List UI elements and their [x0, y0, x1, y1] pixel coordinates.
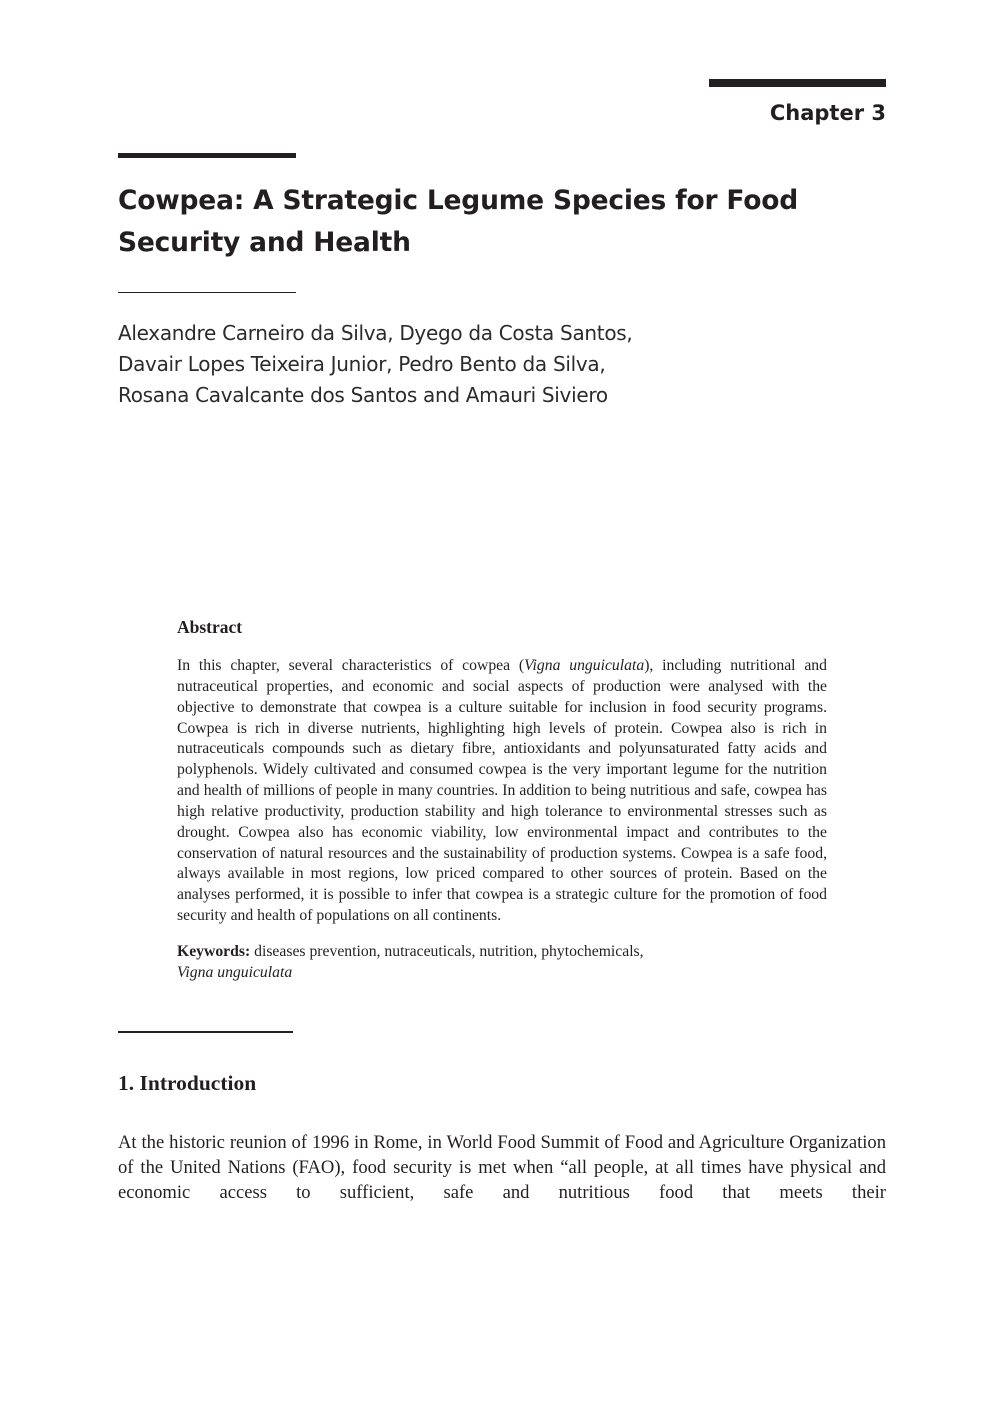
title-top-rule — [118, 153, 296, 158]
section-heading: 1. Introduction — [118, 1071, 257, 1095]
introduction-paragraph: At the historic reunion of 1996 in Rome, in World Food Summit of Food and Agriculture Organization of the United Nations (FAO), food security is met when “all people, at all times have physical and economic access to sufficient, safe and nutritious food that meets their — [118, 1132, 886, 1203]
author-line: Rosana Cavalcante dos Santos and Amauri Siviero — [118, 383, 608, 407]
chapter-title: Cowpea: A Strategic Legume Species for Food Security and Health — [118, 185, 798, 258]
title-bottom-rule — [118, 292, 296, 293]
author-line: Davair Lopes Teixeira Junior, Pedro Bento da Silva, — [118, 352, 606, 376]
abstract-text-rest: ), including nutritional and nutraceutical properties, and economic and social aspects of production were analysed with the objective to demonstrate that cowpea is a culture suitable for inclusion in food security programs. Cowpea is rich in diverse nutrients, highlighting high levels of protein. Cowpea also is rich in nutraceuticals compounds such as dietary fibre, antioxidants and polyunsaturated fatty acids and polyphenols. Widely cultivated and consumed cowpea is the very important legume for the nutrition and health of millions of people in many countries. In addition to being nutritious and safe, cowpea has high relative productivity, production stability and high tolerance to environmental stresses such as drought. Cowpea also has economic viability, low environmental impact and contributes to the conservation of natural resources and the sustainability of production systems. Cowpea is a safe food, always available in most regions, low priced compared to other sources of protein. Based on the analyses performed, it is possible to infer that cowpea is a strategic culture for the promotion of food security and health of populations on all continents. — [177, 657, 827, 925]
chapter-label: Chapter 3 — [769, 101, 886, 125]
keywords-text: diseases prevention, nutraceuticals, nutrition, phytochemicals, — [254, 942, 644, 960]
abstract-species-name: Vigna unguiculata — [524, 657, 645, 674]
chapter-rule — [709, 79, 886, 87]
abstract-heading: Abstract — [177, 617, 243, 637]
author-list — [118, 318, 878, 411]
keywords-label: Keywords: — [177, 942, 251, 960]
abstract-text — [177, 656, 827, 927]
abstract-block — [177, 614, 827, 983]
keywords-species-name: Vigna unguiculata — [177, 963, 293, 981]
section-rule — [118, 1031, 293, 1033]
abstract-text-start: In this chapter, several characteristics of cowpea ( — [177, 657, 525, 674]
author-line: Alexandre Carneiro da Silva, Dyego da Costa Santos, — [118, 321, 633, 345]
keywords — [177, 941, 827, 983]
